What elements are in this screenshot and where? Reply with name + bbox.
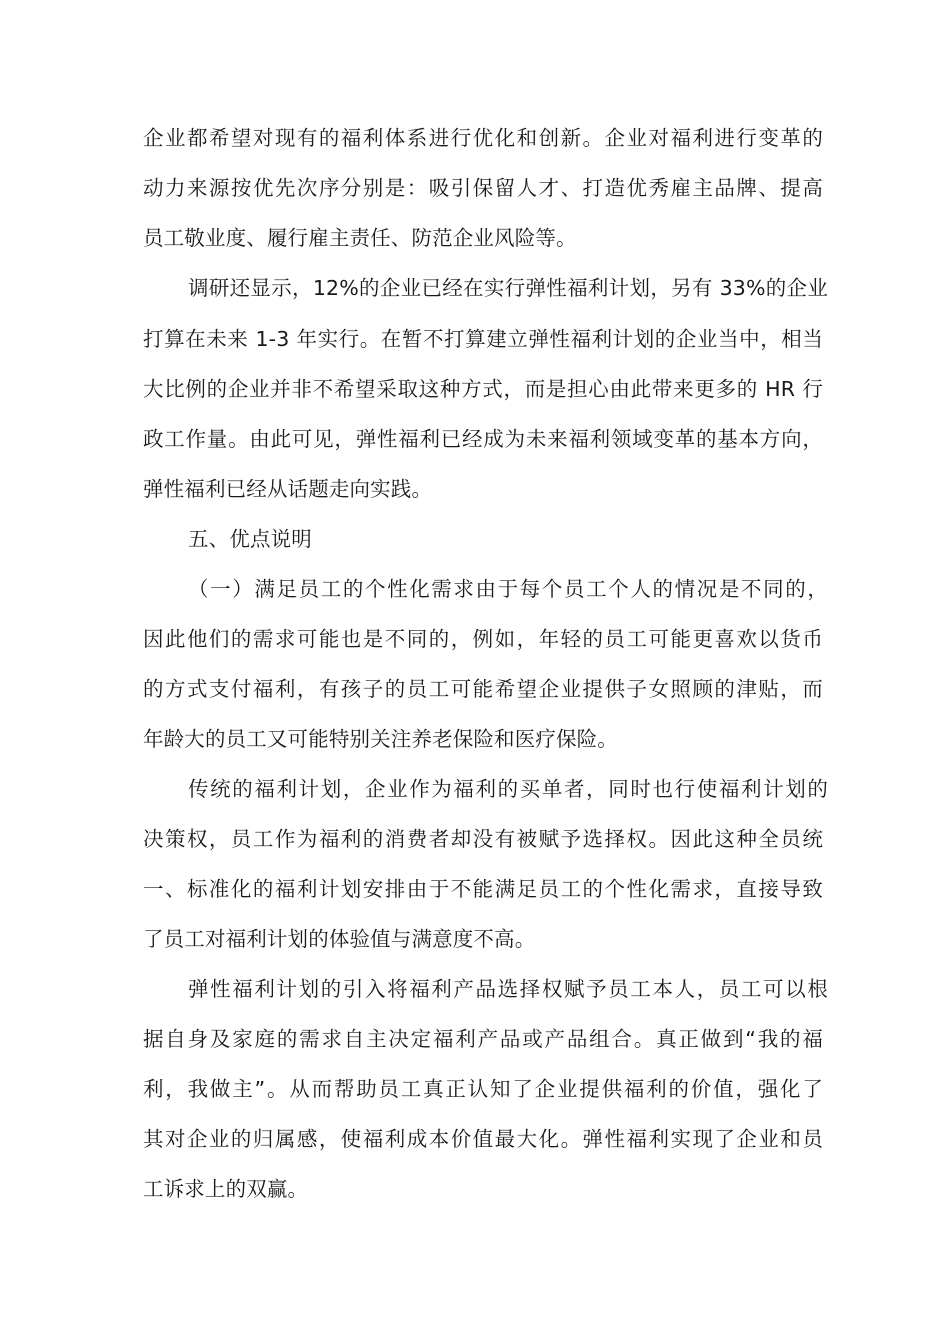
text-line: 据自身及家庭的需求自主决定福利产品或产品组合。真正做到“我的福 bbox=[143, 1027, 823, 1051]
text-line: 弹性福利计划的引入将福利产品选择权赋予员工本人，员工可以根 bbox=[188, 977, 828, 1001]
text-line: 员工敬业度、履行雇主责任、防范企业风险等。 bbox=[143, 226, 577, 250]
section-title: 五、优点说明 bbox=[188, 527, 312, 551]
text-line: 一、标准化的福利计划安排由于不能满足员工的个性化需求，直接导致 bbox=[143, 877, 823, 901]
text-line: 打算在未来 1-3 年实行。在暂不打算建立弹性福利计划的企业当中，相当 bbox=[143, 327, 823, 351]
text-line: （一）满足员工的个性化需求由于每个员工个人的情况是不同的， bbox=[188, 577, 828, 601]
text-line: 的方式支付福利，有孩子的员工可能希望企业提供子女照顾的津贴，而 bbox=[143, 677, 823, 701]
text-line: 利，我做主”。从而帮助员工真正认知了企业提供福利的价值，强化了 bbox=[143, 1077, 823, 1101]
text-line: 大比例的企业并非不希望采取这种方式，而是担心由此带来更多的 HR 行 bbox=[143, 377, 823, 401]
text-line: 工诉求上的双赢。 bbox=[143, 1177, 309, 1201]
text-line: 决策权，员工作为福利的消费者却没有被赋予选择权。因此这种全员统 bbox=[143, 827, 823, 851]
text-line: 年龄大的员工又可能特别关注养老保险和医疗保险。 bbox=[143, 727, 618, 751]
text-line: 动力来源按优先次序分别是：吸引保留人才、打造优秀雇主品牌、提高 bbox=[143, 176, 823, 200]
text-line: 其对企业的归属感，使福利成本价值最大化。弹性福利实现了企业和员 bbox=[143, 1127, 823, 1151]
text-line: 因此他们的需求可能也是不同的，例如，年轻的员工可能更喜欢以货币 bbox=[143, 627, 823, 651]
text-line: 政工作量。由此可见，弹性福利已经成为未来福利领域变革的基本方向， bbox=[143, 427, 823, 451]
text-line: 传统的福利计划，企业作为福利的买单者，同时也行使福利计划的 bbox=[188, 777, 828, 801]
text-line: 企业都希望对现有的福利体系进行优化和创新。企业对福利进行变革的 bbox=[143, 126, 823, 150]
text-line: 弹性福利已经从话题走向实践。 bbox=[143, 477, 433, 501]
text-line: 调研还显示，12%的企业已经在实行弹性福利计划，另有 33%的企业 bbox=[188, 276, 828, 300]
text-line: 了员工对福利计划的体验值与满意度不高。 bbox=[143, 927, 536, 951]
